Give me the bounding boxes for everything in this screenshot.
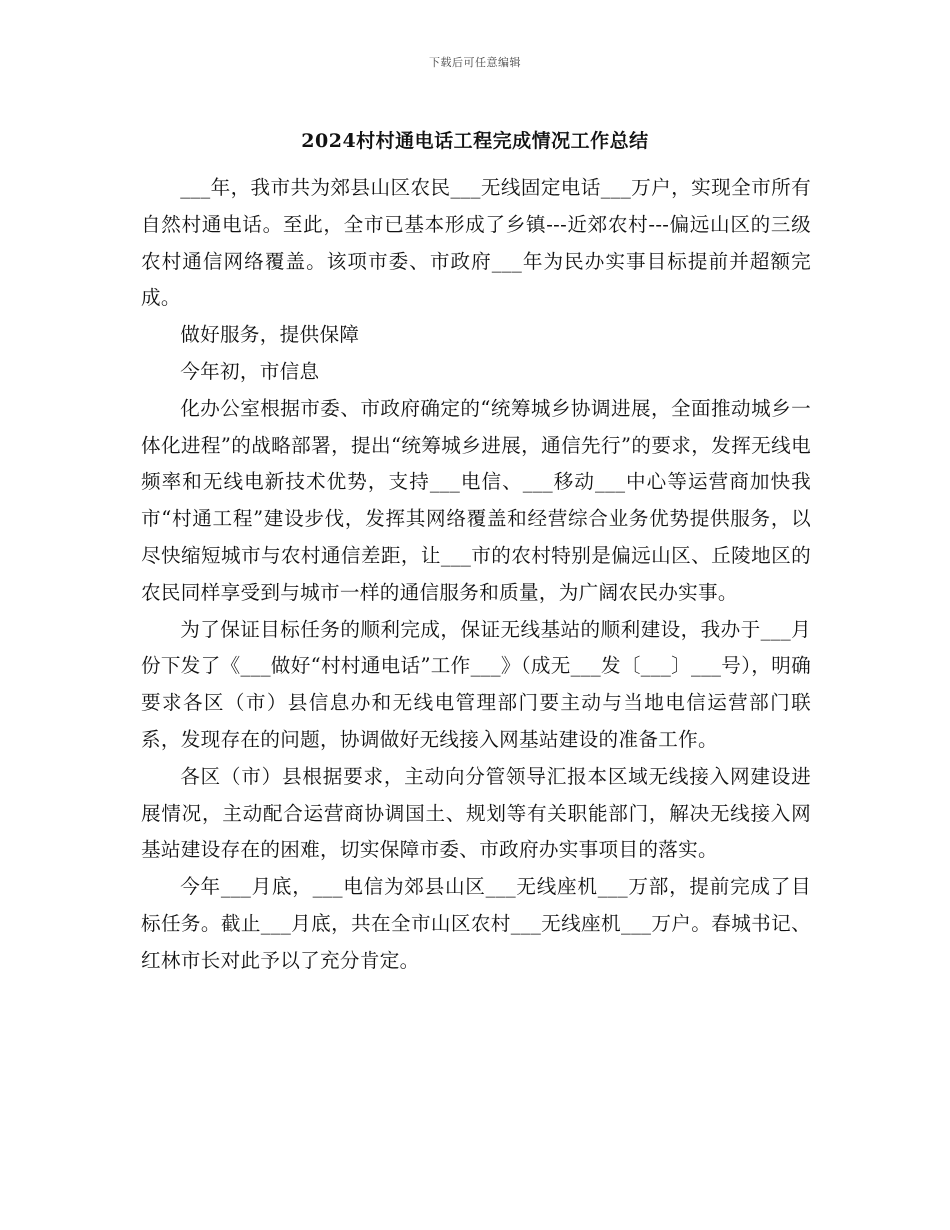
paragraph: 各区（市）县根据要求，主动向分管领导汇报本区域无线接入网建设进展情况，主动配合运营商协调国土、规划等有关职能部门，解决无线接入网基站建设存在的困难，切实保障市委、市政府办实事项目的落实。 xyxy=(141,764,811,862)
paragraph: 化办公室根据市委、市政府确定的“统筹城乡协调进展，全面推动城乡一体化进程”的战略部署，提出“统筹城乡进展，通信先行”的要求，发挥无线电频率和无线电新技术优势，支持___电信、___移动___中心等运营商加快我市“村通工程”建设步伐，发挥其网络覆盖和经营综合业务优势提供服务，以尽快缩短城市与农村通信差距，让___市的农村特别是偏远山区、丘陵地区的农民同样享受到与城市一样的通信服务和质量，为广阔农民办实事。 xyxy=(141,396,811,604)
paragraph: ___年，我市共为郊县山区农民___无线固定电话___万户，实现全市所有自然村通电话。至此，全市已基本形成了乡镇---近郊农村---偏远山区的三级农村通信网络覆盖。该项市委、市政府___年为民办实事目标提前并超额完成。 xyxy=(141,176,811,310)
paragraph: 为了保证目标任务的顺利完成，保证无线基站的顺利建设，我办于___月份下发了《___做好“村村通电话”工作___》（成无___发〔___〕___号），明确要求各区（市）县信息办和无线电管理部门要主动与当地电信运营部门联系，发现存在的问题，协调做好无线接入网基站建设的准备工作。 xyxy=(141,617,811,751)
paragraph: 今年___月底，___电信为郊县山区___无线座机___万部，提前完成了目标任务。截止___月底，共在全市山区农村___无线座机___万户。春城书记、红林市长对此予以了充分肯定。 xyxy=(141,875,811,972)
document-body xyxy=(141,170,811,980)
document-title: 2024村村通电话工程完成情况工作总结 xyxy=(301,130,649,152)
section-heading: 做好服务，提供保障 xyxy=(180,323,360,347)
header-note: 下载后可任意编辑 xyxy=(429,56,521,69)
paragraph: 今年初，市信息 xyxy=(180,359,320,383)
